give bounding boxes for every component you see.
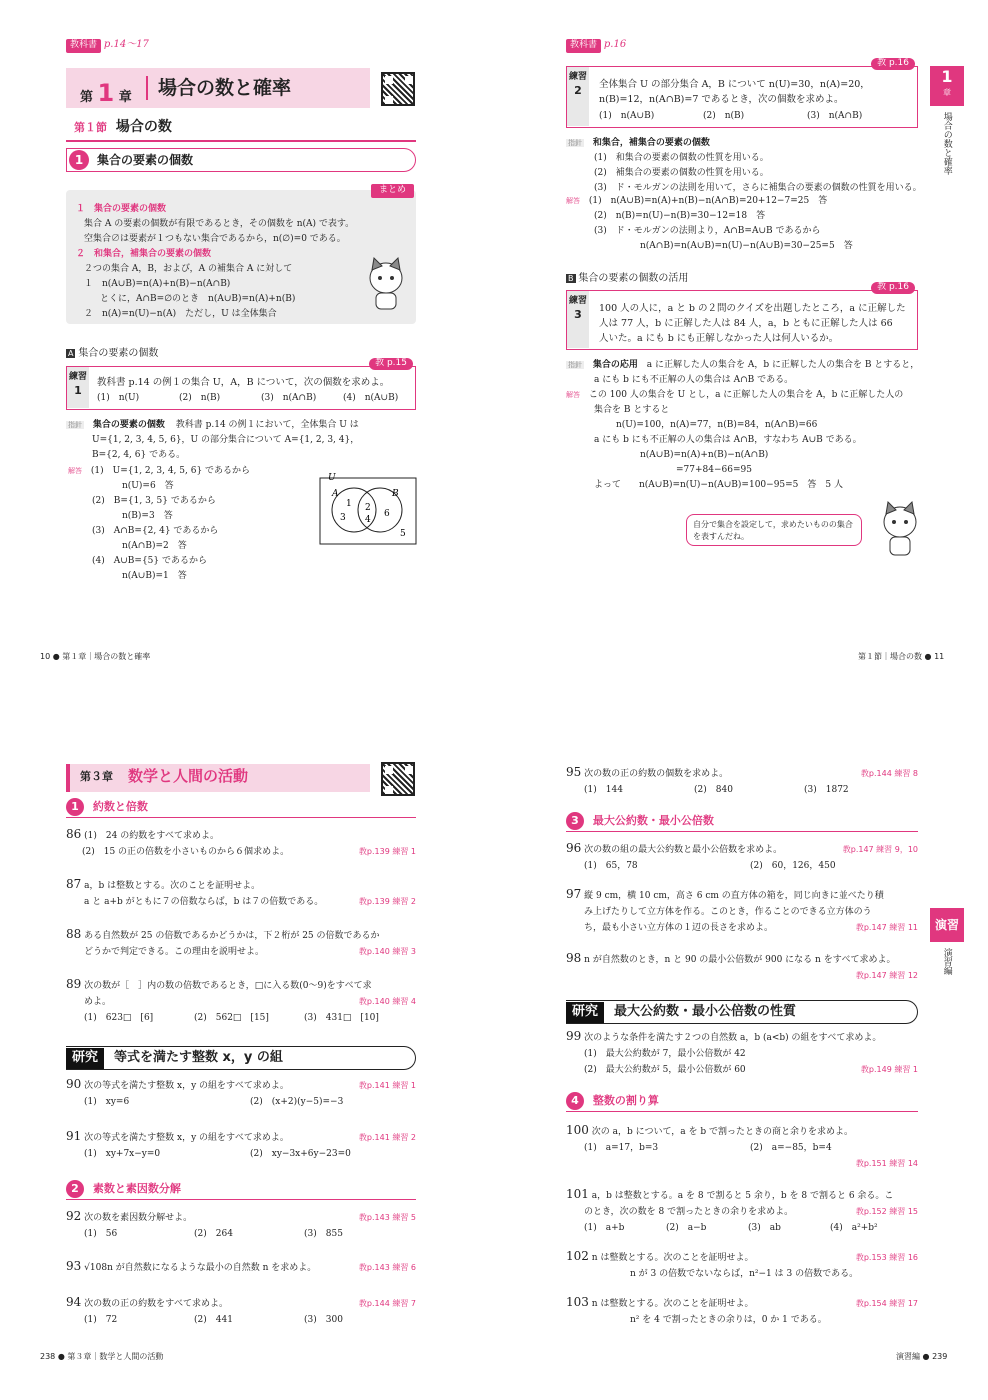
section-title: 場合の数: [115, 119, 172, 135]
subsection-letter: A: [68, 349, 74, 358]
qr-code-icon: [381, 72, 415, 106]
side-chapter-title: 場合の数と確率: [941, 112, 952, 175]
textbook-ref: [66, 38, 149, 53]
problem-95: 95 次の数の正の約数の個数を求めよ。 教p.144 練習 8 (1) 144 (2) 840 (3) 1872: [566, 765, 918, 795]
exercise-label: 練習: [68, 372, 87, 382]
problem-89: 89 次の数が［ ］内の数の倍数であるとき，□に入る数(0〜9)をすべて求 めよ。 教p.140 練習 4 (1) 623□ [6] (2) 562□ [15] (3) 431□ [10]: [66, 977, 416, 1023]
topic-bar-239-3: 3 最大公約数・最小公倍数: [566, 812, 918, 832]
answer-block-11: 解答 (1) n(A∪B)=n(A)+n(B)−n(A∩B)=20+12−7=25 答 (2) n(B)=n(U)−n(B)=30−12=18 答 (3) ド・モルガンの法則より，A∩B=A∪B であるから n(A∩B)=n(A∪B)=n(U)−n(A∪B)=30−25=5 答: [566, 196, 853, 251]
practice-side-tab[interactable]: 演習: [930, 908, 964, 942]
textbook-page-ref: 教 p.16: [871, 58, 915, 70]
page-footer-239: 演習編 ● 239: [896, 1352, 948, 1361]
divider: [146, 76, 148, 100]
exercise-box-1: [66, 358, 416, 410]
kenkyu-bar-2: 研究 最大公約数・最小公倍数の性質: [566, 1000, 918, 1024]
venn-diagram: [318, 470, 418, 546]
textbook-page-ref: 教 p.16: [871, 282, 915, 294]
svg-text:4: 4: [365, 515, 371, 525]
problem-103: 103 n は整数とする。次のことを証明せよ。 教p.154 練習 17 n² を 4 で割ったときの余りは，0 か 1 である。: [566, 1295, 918, 1325]
chapter-number: 1: [97, 79, 115, 107]
summary-tag: まとめ: [371, 184, 414, 198]
problem-93: 93 √108n が自然数になるような最小の自然数 n を求めよ。 教p.143 練習 6: [66, 1259, 416, 1273]
kenkyu-bar-1: 研究 等式を満たす整数 x，y の組: [66, 1046, 416, 1070]
problem-91: 91 次の等式を満たす整数 x，y の組をすべて求めよ。 教p.141 練習 2 (1) xy+7x−y=0 (2) xy−3x+6y−23=0: [66, 1129, 416, 1159]
svg-text:B: B: [392, 489, 399, 499]
problem-100: 100 次の a，b について，a を b で割ったときの商と余りを求めよ。 (1) a=17，b=3 (2) a=−85，b=4 教p.151 練習 14: [566, 1123, 918, 1168]
hint-block-11: 指針 和集合，補集合の要素の個数 (1) 和集合の要素の個数の性質を用いる。 (2) 補集合の要素の個数の性質を用いる。 (3) ド・モルガンの法則を用いて，さらに補集合の要素の個数の性質を用いる。: [568, 138, 922, 193]
chapter-side-tab[interactable]: 1 章: [930, 66, 964, 106]
svg-text:3: 3: [340, 513, 346, 523]
answer-block: 解答 (1) U={1, 2, 3, 4, 5, 6} であるから n(U)=6 答 (2) B={1, 3, 5} であるから n(B)=3 答 (3) A∩B={2, 4} であるから n(A∩B)=2 答 (4) A∪B={5} であるから n(A∪B)=1 答: [68, 466, 251, 581]
subsection-b: B 集合の要素の個数の活用: [568, 273, 689, 284]
exercise-box-2: 練習 2 教 p.16 全体集合 U の部分集合 A，B について n(U)=30，n(A)=20， n(B)=12，n(A∩B)=7 であるとき，次の個数を求めよ。 (1) n(A∪B) (2) n(B) (3) n(A∩B): [566, 66, 918, 128]
problem-102: 102 n は整数とする。次のことを証明せよ。 教p.153 練習 16 n が 3 の倍数でないならば，n²−1 は 3 の倍数である。: [566, 1249, 918, 1279]
chapter-header-238: 第３章 数学と人間の活動: [66, 764, 370, 792]
problem-96: 96 次の数の組の最大公約数と最小公倍数を求めよ。 教p.147 練習 9，10 (1) 65，78 (2) 60，126，450: [566, 841, 918, 871]
problem-97: 97 縦 9 cm，横 10 cm，高さ 6 cm の直方体の箱を，同じ向きに並べたり積 み上げたりして立方体を作る。このとき，作ることのできる立方体のう ち，最も小さい立方体の１辺の長さを求めよ。 教p.147 練習 11: [566, 887, 918, 933]
subsection-title: 集合の要素の個数: [78, 348, 159, 359]
page-footer-10: 10 ● 第１章｜場合の数と確率: [40, 652, 151, 661]
svg-text:A: A: [332, 489, 339, 499]
problem-101: 101 a，b は整数とする。a を 8 で割ると 5 余り，b を 8 で割ると 6 余る。こ のとき，次の数を 8 で割ったときの余りを求めよ。 教p.152 練習 15 (1) a+b (2) a−b (3) ab (4) a²+b²: [566, 1187, 918, 1233]
problem-90: 90 次の等式を満たす整数 x，y の組をすべて求めよ。 教p.141 練習 1 (1) xy=6 (2) (x+2)(y−5)=−3: [66, 1077, 416, 1107]
svg-text:5: 5: [400, 529, 406, 539]
problem-86: 86 (1) 24 の約数をすべて求めよ。 (2) 15 の正の倍数を小さいものから６個求めよ。 教p.139 練習 1: [66, 827, 416, 857]
page-footer-11: 第１節｜場合の数 ● 11: [858, 652, 945, 661]
svg-text:2: 2: [365, 503, 371, 513]
topic-bar: [66, 148, 416, 172]
problem-94: 94 次の数の正の約数をすべて求めよ。 教p.144 練習 7 (1) 72 (2) 441 (3) 300: [66, 1295, 416, 1325]
problem-99: 99 次のような条件を満たす２つの自然数 a，b (a<b) の組をすべて求めよ。 (1) 最大公約数が 7，最小公倍数が 42 (2) 最大公約数が 5，最小公倍数が 60 教p.149 練習 1: [566, 1029, 918, 1075]
exercise-items: (1) n(U) (2) n(B) (3) n(A∩B) (4) n(A∪B): [97, 393, 399, 403]
chapter-prefix: 第: [80, 90, 94, 105]
exercise-number: 1: [74, 384, 82, 397]
ref-tag: 教科書: [66, 39, 101, 53]
exercise-box-3: 練習 3 教 p.16 100 人の人に，a と b の２問のクイズを出題したところ，a に正解した 人は 77 人，b に正解した人は 84 人，a，b ともに正解した人は 66 人いた。a にも b にも正解しなかった人は何人いるか。: [566, 290, 918, 350]
venn-label-u: U: [328, 473, 336, 483]
qr-code-icon: [381, 762, 415, 796]
topic-bar-238-2: 2 素数と素因数分解: [66, 1180, 416, 1200]
summary-box: [66, 185, 416, 324]
hint-block: 指針 集合の要素の個数 教科書 p.14 の例１において，全体集合 U は U={1, 2, 3, 4, 5, 6}，U の部分集合について A={1, 2, 3, 4}， B={2, 4, 6} である。: [68, 420, 360, 460]
page-footer-238: 238 ● 第３章｜数学と人間の活動: [40, 1352, 164, 1361]
ref-pages: p.14〜17: [103, 39, 149, 50]
svg-text:6: 6: [384, 509, 390, 519]
speech-bubble: 自分で集合を設定して，求めたいものの集合を表すんだね。: [686, 514, 862, 546]
chapter-title: 場合の数と確率: [158, 77, 292, 99]
topic-bar-238-1: 1 約数と倍数: [66, 798, 416, 818]
textbook-ref-11: 教科書 p.16: [566, 38, 626, 53]
problem-92: 92 次の数を素因数分解せよ。 教p.143 練習 5 (1) 56 (2) 264 (3) 855: [66, 1209, 416, 1239]
hint-block-11b: 指針 集合の応用 a に正解した人の集合を A，b に正解した人の集合を B とすると， a にも b にも不正解の人の集合は A∩B である。: [568, 360, 920, 385]
subsection-a: [66, 347, 158, 361]
problem-88: 88 ある自然数が 25 の倍数であるかどうかは，下２桁が 25 の倍数であるか どうかで判定できる。この理由を説明せよ。 教p.140 練習 3: [66, 927, 416, 957]
answer-block-11b: 解答 この 100 人の集合を U とし，a に正解した人の集合を A，b に正解した人の 集合を B とすると n(U)=100，n(A)=77，n(B)=84，n(A∩B)=66 a にも b にも不正解の人の集合は A∩B，すなわち A∪B である。 n(A∪B)=n(A)+n(B)−n(A∩B) =77+84−66=95 よって n(A∪B)=n(U)−n(A∪B)=100−95=5 答 5 人: [566, 390, 904, 490]
chapter-header: [66, 68, 370, 108]
svg-text:1: 1: [346, 499, 352, 509]
problem-98: 98 n が自然数のとき，n と 90 の最小公倍数が 900 になる n をすべて求めよ。 教p.147 練習 12: [566, 951, 918, 980]
problem-87: 87 a，b は整数とする。次のことを証明せよ。 a と a+b がともに７の倍数ならば，b は７の倍数である。 教p.139 練習 2: [66, 877, 416, 907]
section-header: [66, 118, 416, 142]
dog-mascot-icon: [876, 500, 924, 562]
dog-mascot-icon: [362, 256, 410, 314]
chapter-suffix: 章: [118, 90, 132, 105]
topic-title: 集合の要素の個数: [97, 153, 194, 167]
exercise-text: 教科書 p.14 の例１の集合 U，A，B について，次の個数を求めよ。: [97, 377, 390, 388]
topic-number: 1: [69, 150, 89, 170]
summary-content: １ 集合の要素の個数 集合 A の要素の個数が有限であるとき，その個数を n(A) で表す。 空集合∅は要素が１つもない集合であるから，n(∅)=0 である。 ２ 和集合，補集合の要素の個数 ２つの集合 A，B，および，A の補集合 A に対して １ n(A∪B)=n(A)+n(B)−n(A∩B) とくに，A∩B=∅のとき n(A∪B)=n(A)+n(B) ２ n(A)=n(U)−n(A) ただし，U は全体集合: [76, 204, 355, 319]
topic-bar-239-4: 4 整数の割り算: [566, 1092, 918, 1112]
section-label: 第１節: [74, 121, 107, 134]
textbook-page-ref: 教 p.15: [369, 358, 413, 370]
side-practice-sub: 演習編: [941, 948, 952, 975]
